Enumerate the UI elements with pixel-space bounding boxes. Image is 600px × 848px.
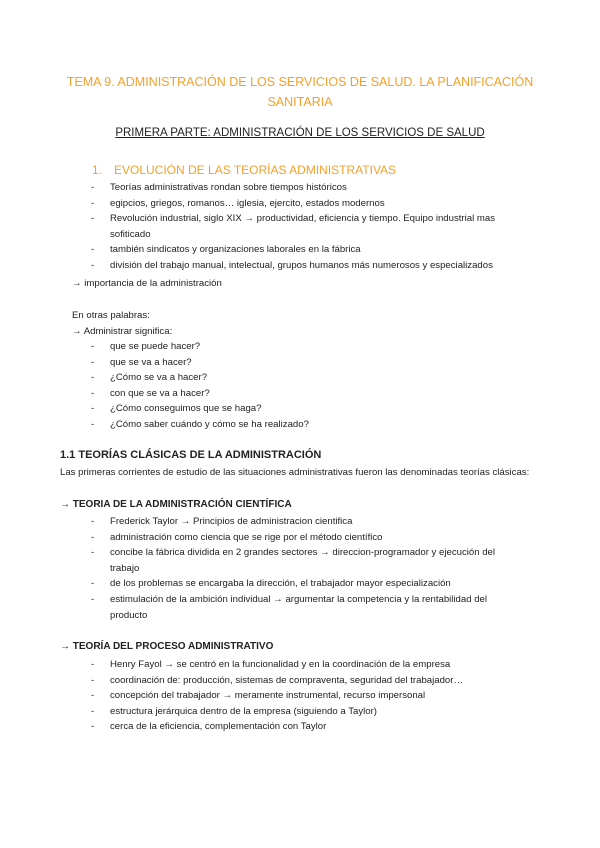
list-item: - que se va a hacer? (91, 355, 531, 371)
importance-note: → importancia de la administración (72, 278, 222, 289)
section-1-number: 1. (92, 163, 103, 177)
list-item: - división del trabajo manual, intelectual, grupos humanos más numerosos y especializados (91, 258, 531, 274)
questions-list (91, 339, 531, 433)
section-1-1-intro: Las primeras corrientes de estudio de las situaciones administrativas fueron las denominadas teorías clásicas: (60, 467, 530, 478)
section-1-title: EVOLUCIÓN DE LAS TEORÍAS ADMINISTRATIVAS (114, 163, 397, 177)
list-item: - concibe la fábrica dividida en 2 grandes sectores → direccion-programador y ejecución del trabajo (91, 545, 523, 576)
list-item: - estimulación de la ambición individual → argumentar la competencia y la rentabilidad del producto (91, 592, 523, 623)
theory-2-list (91, 657, 531, 735)
list-item: - coordinación de: producción, sistemas de compraventa, seguridad del trabajador… (91, 673, 531, 689)
list-item: - estructura jerárquica dentro de la empresa (siguiendo a Taylor) (91, 704, 531, 720)
list-item: - Henry Fayol → se centró en la funcionalidad y en la coordinación de la empresa (91, 657, 531, 673)
theory-1-list (91, 514, 523, 623)
part-heading: PRIMERA PARTE: ADMINISTRACIÓN DE LOS SERVICIOS DE SALUD (115, 127, 485, 139)
list-item: - ¿Cómo se va a hacer? (91, 370, 531, 386)
list-item: - administración como ciencia que se rige por el método científico (91, 530, 523, 546)
list-item: - Frederick Taylor → Principios de administracion cientifica (91, 514, 523, 530)
list-item: - concepción del trabajador → meramente instrumental, recurso impersonal (91, 688, 531, 704)
list-item: - ¿Cómo conseguimos que se haga? (91, 401, 531, 417)
section-1-1-heading: 1.1 TEORÍAS CLÁSICAS DE LA ADMINISTRACIÓN (60, 449, 322, 461)
theory-1-heading: → TEORIA DE LA ADMINISTRACIÓN CIENTÍFICA (60, 499, 292, 510)
other-words-label: En otras palabras: (72, 310, 150, 321)
list-item: - que se puede hacer? (91, 339, 531, 355)
administrar-label: → Administrar significa: (72, 326, 173, 337)
list-item: - cerca de la eficiencia, complementación con Taylor (91, 719, 531, 735)
list-item: - también sindicatos y organizaciones laborales en la fábrica (91, 242, 531, 258)
document-title: TEMA 9. ADMINISTRACIÓN DE LOS SERVICIOS DE SALUD. LA PLANIFICACIÓN SANITARIA (66, 75, 534, 109)
list-item: - Teorías administrativas rondan sobre tiempos históricos (91, 180, 531, 196)
theory-2-heading: → TEORÍA DEL PROCESO ADMINISTRATIVO (60, 641, 274, 652)
section-1-heading (92, 163, 396, 177)
list-item: - Revolución industrial, siglo XIX → productividad, eficiencia y tiempo. Equipo industrial mas sofiticado (91, 211, 531, 242)
list-item: - con que se va a hacer? (91, 386, 531, 402)
list-item: - ¿Cómo saber cuándo y cómo se ha realizado? (91, 417, 531, 433)
list-item: - egipcios, griegos, romanos… iglesia, ejercito, estados modernos (91, 196, 531, 212)
section-1-list (91, 180, 531, 274)
list-item: - de los problemas se encargaba la dirección, el trabajador mayor especialización (91, 576, 523, 592)
